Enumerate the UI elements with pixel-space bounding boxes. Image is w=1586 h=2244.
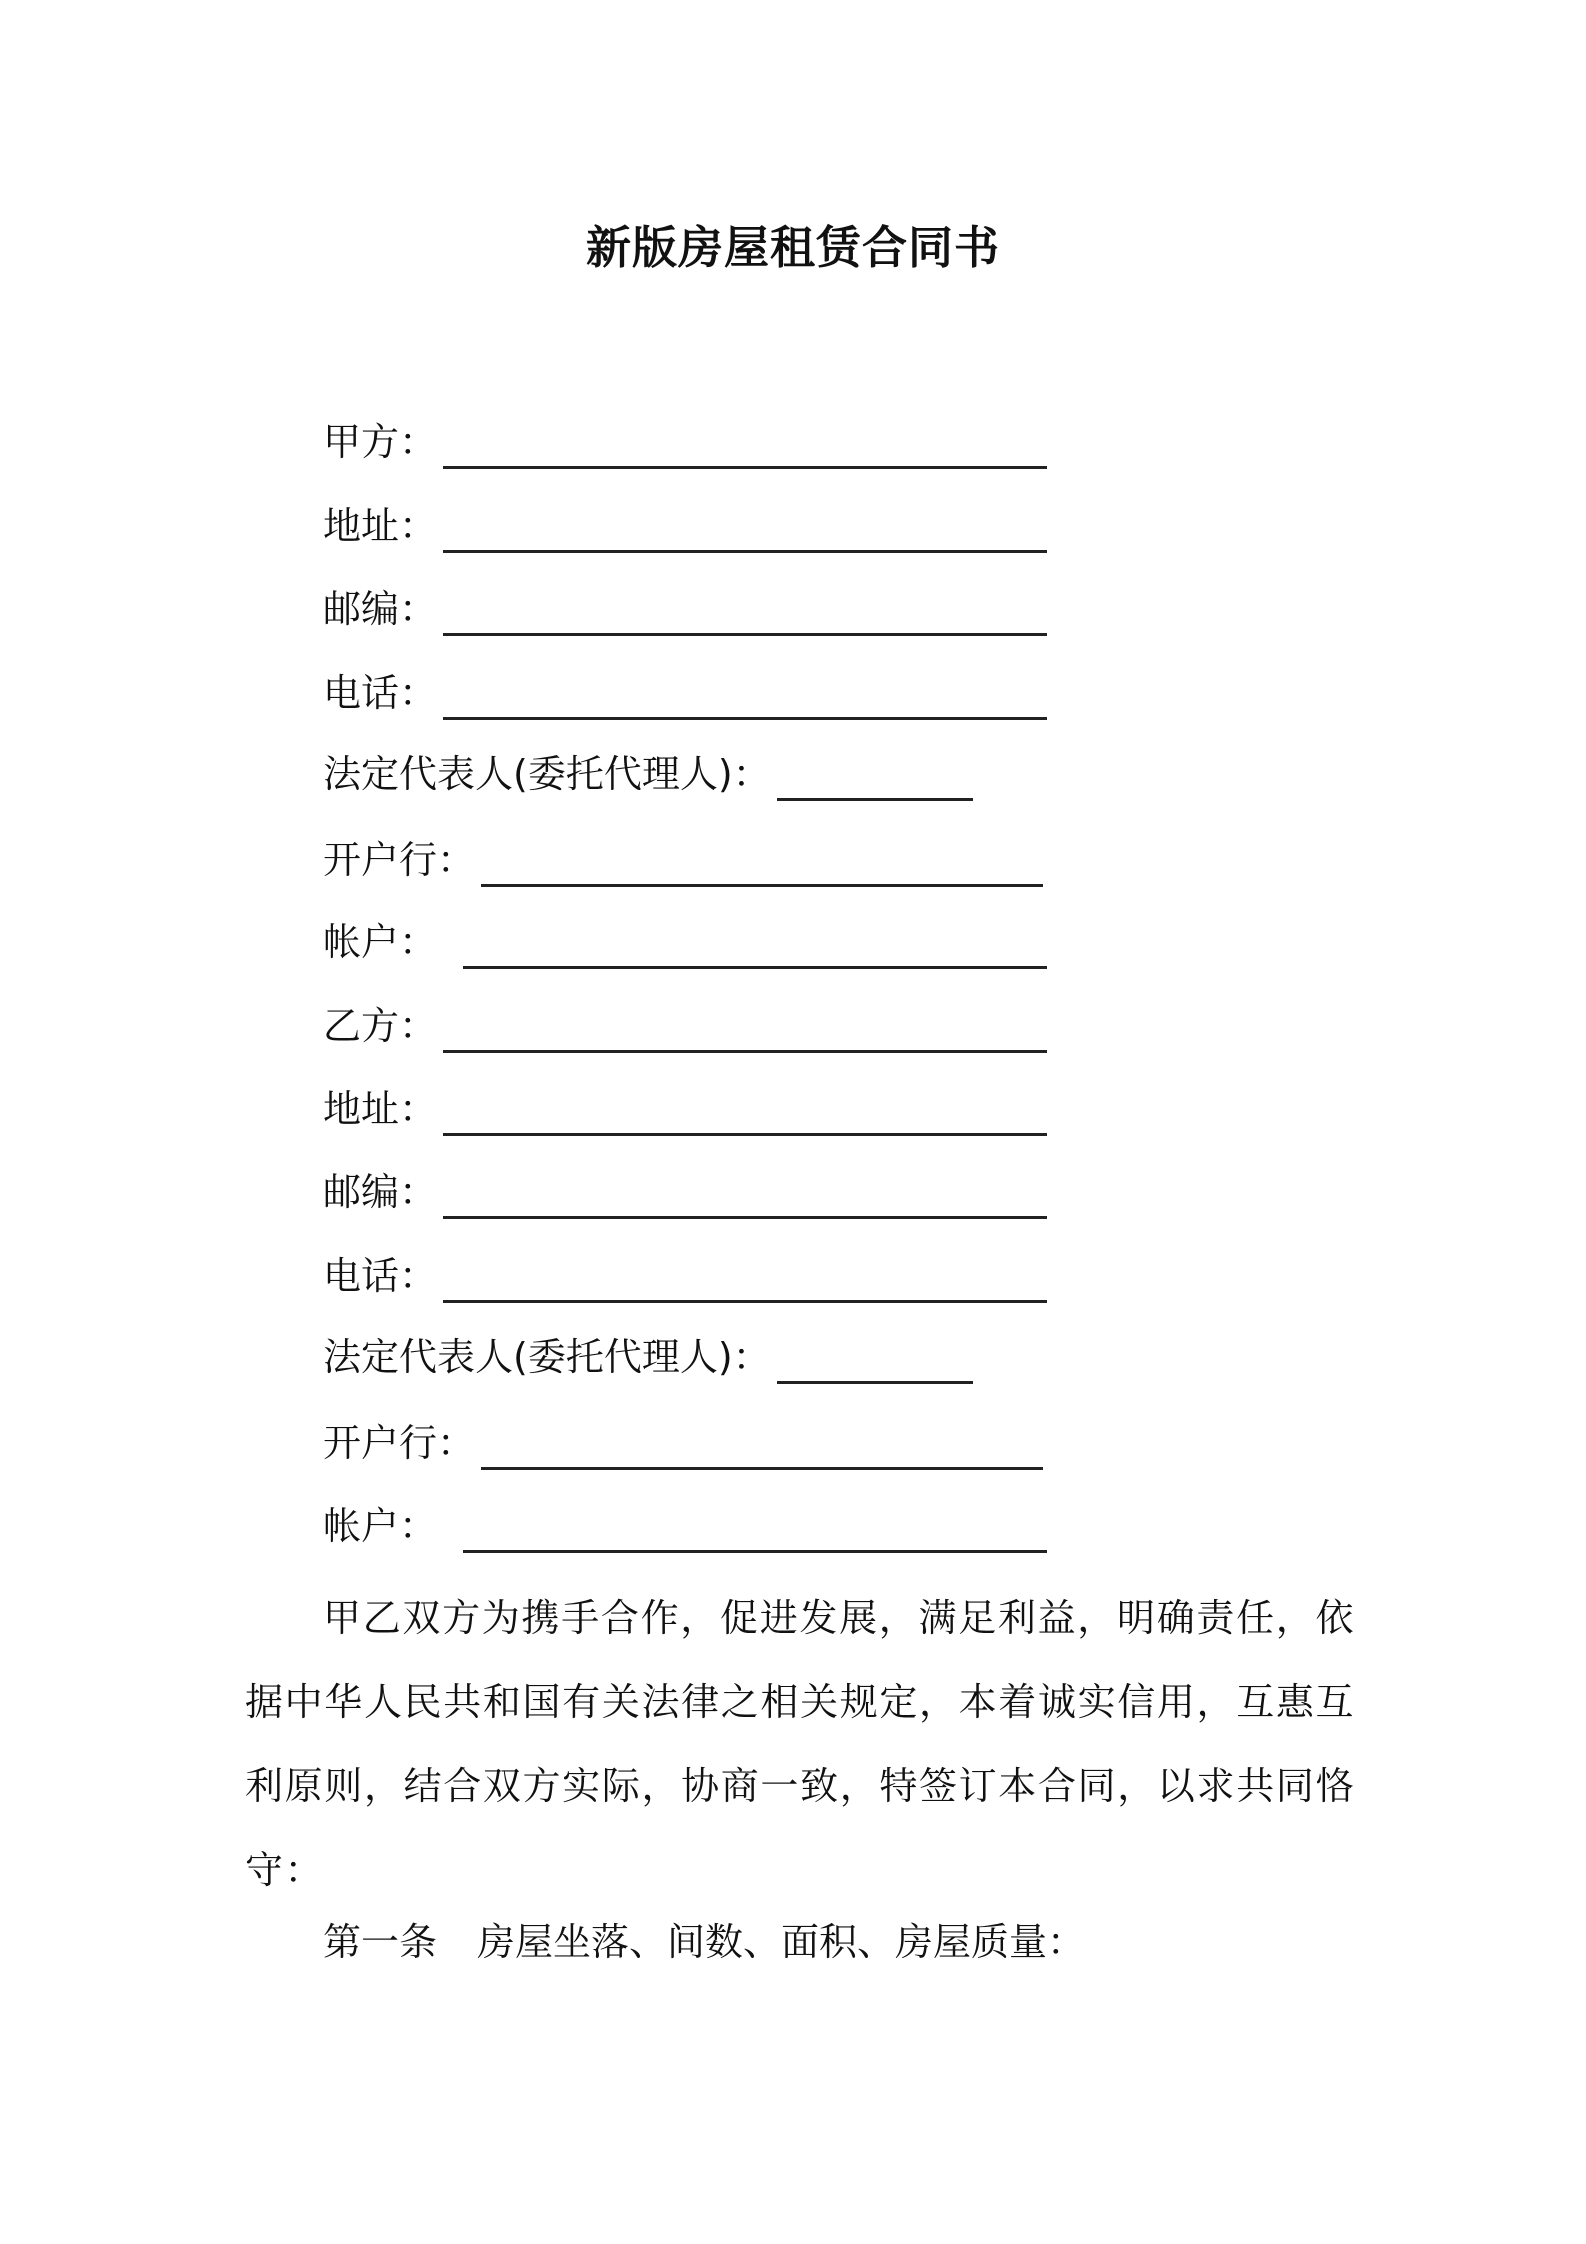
party-a-bank-label: 开户行： <box>323 838 476 882</box>
party-b-postcode-label: 邮编： <box>323 1170 438 1214</box>
party-b-account-blank[interactable] <box>463 1500 1047 1553</box>
party-b-bank-label: 开户行： <box>323 1421 476 1465</box>
party-a-bank-field <box>323 830 1043 890</box>
party-b-address-label: 地址： <box>323 1087 438 1131</box>
party-a-address-blank[interactable] <box>443 500 1047 553</box>
party-b-postcode-field <box>323 1162 1047 1222</box>
party-a-representative-field <box>323 744 973 804</box>
party-a-postcode-blank[interactable] <box>443 583 1047 636</box>
party-b-name-field <box>323 996 1047 1056</box>
party-a-account-field <box>323 912 1047 972</box>
party-b-account-field <box>323 1496 1047 1556</box>
party-a-name-label: 甲方： <box>323 420 438 464</box>
article-1-heading <box>323 1912 1085 1972</box>
party-b-address-field <box>323 1079 1047 1139</box>
party-b-representative-blank[interactable] <box>777 1331 973 1384</box>
party-a-phone-blank[interactable] <box>443 667 1047 720</box>
article-1-title: 房屋坐落、间数、面积、房屋质量： <box>477 1920 1086 1964</box>
party-b-bank-field <box>323 1413 1043 1473</box>
party-b-representative-field <box>323 1327 973 1387</box>
intro-paragraph: 甲乙双方为携手合作，促进发展，满足利益，明确责任，依据中华人民共和国有关法律之相关规定，本着诚实信用，互惠互利原则，结合双方实际，协商一致，特签订本合同，以求共同恪守： <box>245 1596 1355 1892</box>
party-b-postcode-blank[interactable] <box>443 1166 1047 1219</box>
party-a-postcode-label: 邮编： <box>323 587 438 631</box>
party-a-address-field <box>323 496 1047 556</box>
party-a-account-label: 帐户： <box>323 920 438 964</box>
party-a-representative-label: 法定代表人(委托代理人)： <box>323 752 771 796</box>
party-b-address-blank[interactable] <box>443 1083 1047 1136</box>
party-b-phone-label: 电话： <box>323 1254 438 1298</box>
article-1-number: 第一条 <box>323 1920 438 1964</box>
party-b-representative-label: 法定代表人(委托代理人)： <box>323 1335 771 1379</box>
party-a-phone-field <box>323 663 1047 723</box>
party-a-address-label: 地址： <box>323 504 438 548</box>
party-b-account-label: 帐户： <box>323 1504 438 1548</box>
party-a-name-field <box>323 412 1047 472</box>
party-a-representative-blank[interactable] <box>777 748 973 801</box>
party-b-phone-field <box>323 1246 1047 1306</box>
party-b-name-blank[interactable] <box>443 1000 1047 1053</box>
party-a-phone-label: 电话： <box>323 671 438 715</box>
party-a-bank-blank[interactable] <box>481 834 1043 887</box>
party-b-phone-blank[interactable] <box>443 1250 1047 1303</box>
party-b-bank-blank[interactable] <box>481 1417 1043 1470</box>
document-title: 新版房屋租赁合同书 <box>585 221 1000 274</box>
party-a-name-blank[interactable] <box>443 416 1047 469</box>
party-a-postcode-field <box>323 579 1047 639</box>
party-a-account-blank[interactable] <box>463 916 1047 969</box>
party-b-name-label: 乙方： <box>323 1004 438 1048</box>
